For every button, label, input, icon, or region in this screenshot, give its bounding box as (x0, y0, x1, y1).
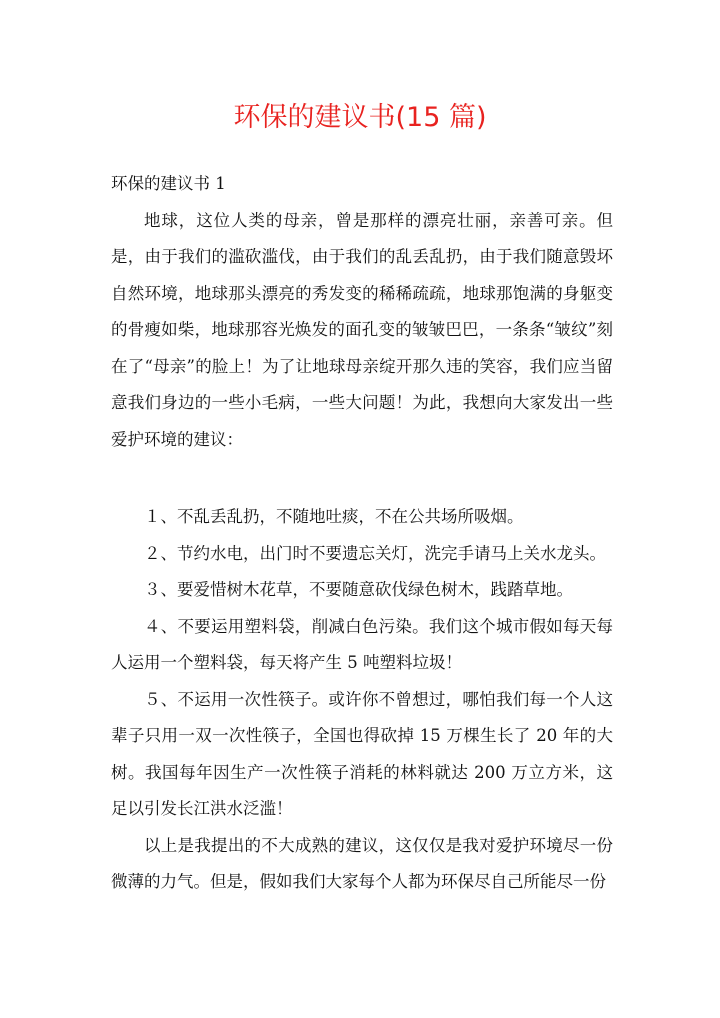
suggestion-item-3: ３、要爱惜树木花草，不要随意砍伐绿色树木，践踏草地。 (144, 580, 573, 599)
suggestion-item-5: ５、不运用一次性筷子。或许你不曾想过，哪怕我们每一个人这辈子只用一双一次性筷子，全国也得砍掉 15 万棵生长了 20 年的大树。我国每年因生产一次性筷子消耗的林料就达 200 万立方米，这足以引发长江洪水泛滥！ (111, 689, 613, 818)
suggestion-item-4: ４、不要运用塑料袋，削减白色污染。我们这个城市假如每天每人运用一个塑料袋，每天将产生 5 吨塑料垃圾！ (111, 616, 613, 672)
intro-paragraph: 地球，这位人类的母亲，曾是那样的漂亮壮丽，亲善可亲。但是，由于我们的滥砍滥伐，由于我们的乱丢乱扔，由于我们随意毁坏自然环境，地球那头漂亮的秀发变的稀稀疏疏，地球那饱满的身躯变的骨瘦如柴，地球那容光焕发的面孔变的皱皱巴巴，一条条“皱纹”刻在了“母亲”的脸上！为了让地球母亲绽开那久违的笑容，我们应当留意我们身边的一些小毛病，一些大问题！为此，我想向大家发出一些爱护环境的建议： (111, 210, 613, 449)
section-heading: 环保的建议书 1 (111, 174, 226, 193)
document-title: 环保的建议书(15 篇) (233, 102, 487, 133)
closing-paragraph: 以上是我提出的不大成熟的建议，这仅仅是我对爱护环境尽一份微薄的力气。但是，假如我们大家每个人都为环保尽自己所能尽一份 (111, 835, 613, 891)
document-body (111, 166, 613, 901)
suggestion-item-2: ２、节约水电，出门时不要遗忘关灯，洗完手请马上关水龙头。 (144, 543, 606, 563)
paragraph-gap (111, 458, 613, 499)
suggestion-item-1: １、不乱丢乱扔，不随地吐痰，不在公共场所吸烟。 (144, 507, 524, 526)
